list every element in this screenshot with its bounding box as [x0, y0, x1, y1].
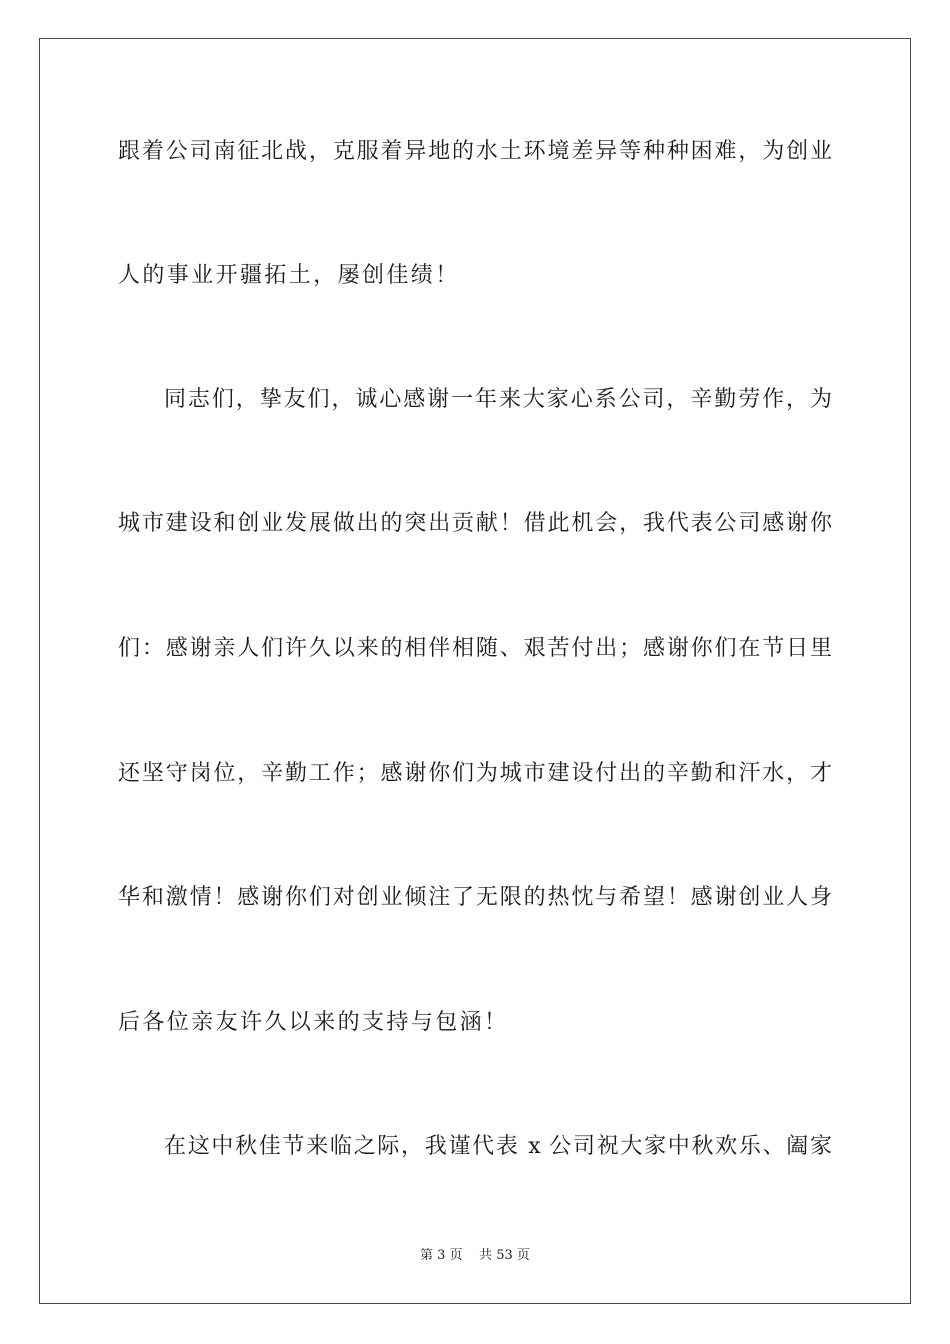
body-text-line: 后各位亲友许久以来的支持与包涵！	[118, 1010, 509, 1035]
body-text-line: 人的事业开疆拓土，屡创佳绩！	[118, 263, 460, 288]
body-text-line: 跟着公司南征北战，克服着异地的水土环境差异等种种困难，为创业	[118, 139, 832, 164]
page-total: 共 53 页	[479, 1248, 530, 1263]
body-text-line: 华和激情！感谢你们对创业倾注了无限的热忱与希望！感谢创业人身	[118, 885, 832, 910]
paragraph-first-line: 同志们，挚友们，诚心感谢一年来大家心系公司，辛勤劳作，为	[164, 387, 832, 412]
body-text-line: 城市建设和创业发展做出的突出贡献！借此机会，我代表公司感谢你	[118, 511, 832, 536]
page-footer	[0, 1247, 950, 1265]
page-border	[39, 38, 911, 1304]
body-text-line: 还坚守岗位，辛勤工作；感谢你们为城市建设付出的辛勤和汗水，才	[118, 761, 832, 786]
body-text-line: 们：感谢亲人们许久以来的相伴相随、艰苦付出；感谢你们在节日里	[118, 636, 832, 661]
paragraph-first-line: 在这中秋佳节来临之际，我谨代表 x 公司祝大家中秋欢乐、阖家	[164, 1134, 832, 1159]
page-number: 第 3 页	[420, 1248, 463, 1263]
